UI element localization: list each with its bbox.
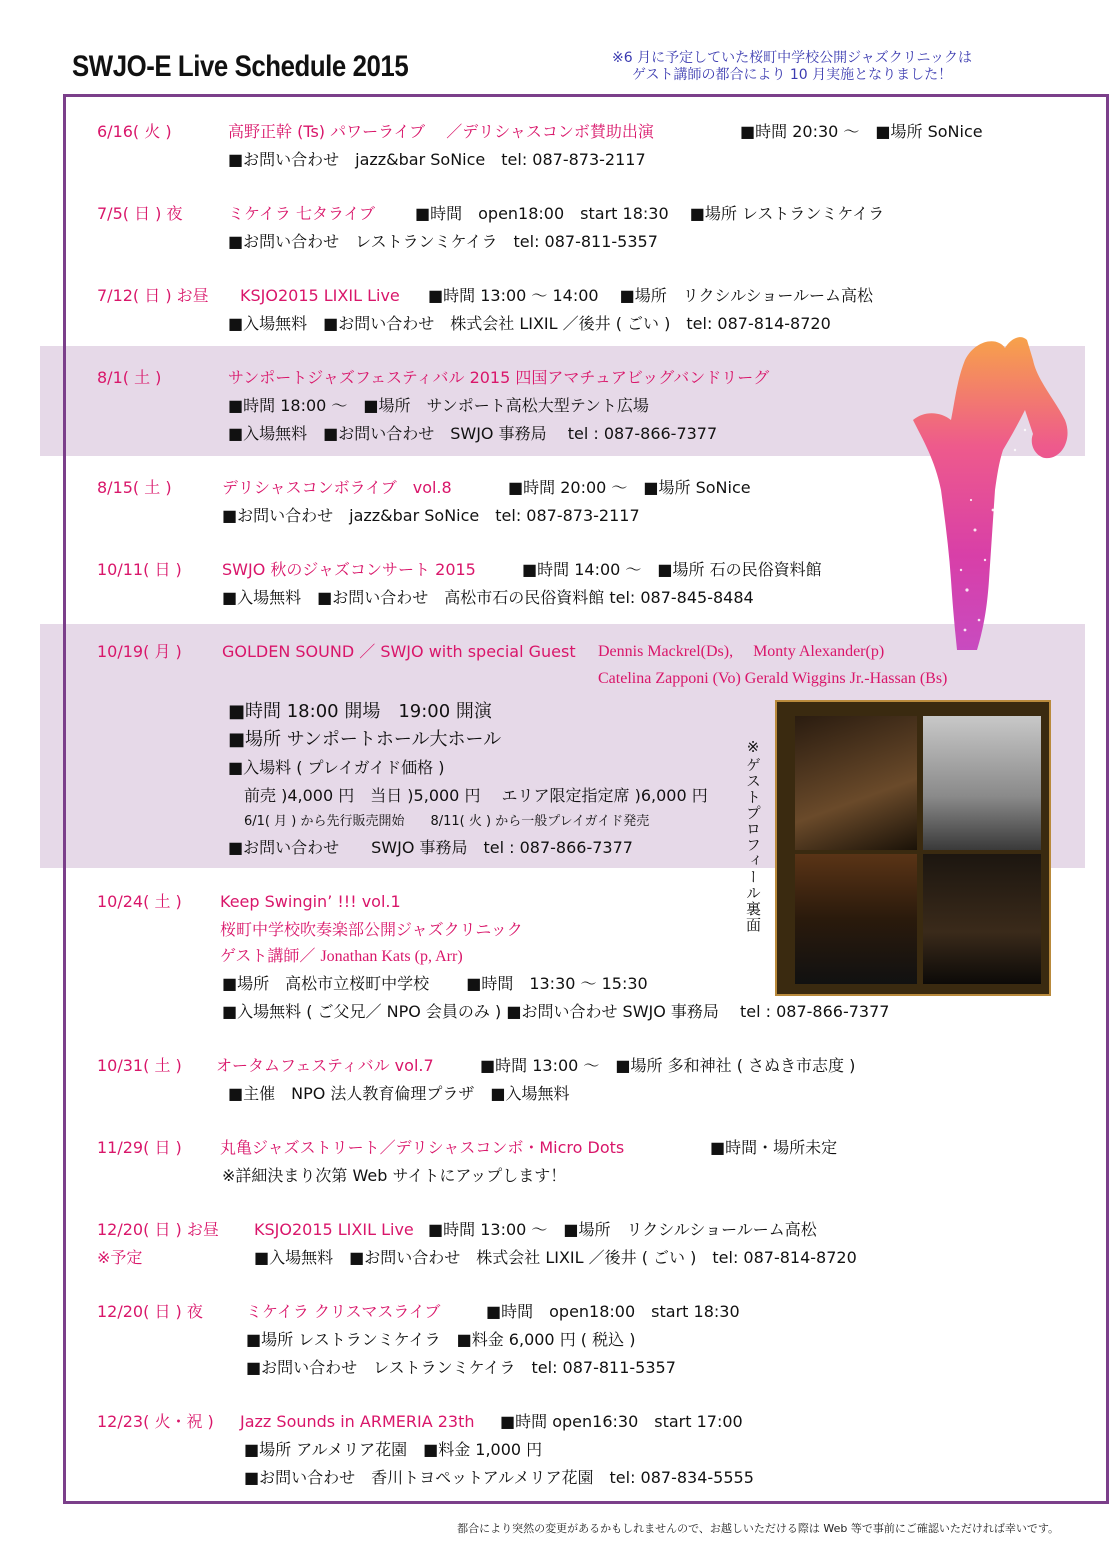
photo-vocalist [795,854,917,984]
event-date: 8/1( 土 ) [97,368,162,387]
event-detail: ■入場無料 ( ご父兄／ NPO 会員のみ ) ■お問い合わせ SWJO 事務局 tel : 087-866-7377 [222,1002,890,1021]
event-title: Keep Swingin’ !!! vol.1 [220,892,401,911]
notice-text [612,50,1092,84]
event-detail: ■時間 13:00 ～ ■場所 リクシルショールーム高松 [428,1220,817,1239]
event-title: オータムフェスティバル vol.7 [216,1056,434,1075]
event-guest-line [220,946,485,967]
event-detail: ■お問い合わせ SWJO 事務局 tel : 087-866-7377 [228,838,633,857]
event-detail: ■時間 open16:30 start 17:00 [500,1412,743,1431]
event-detail: ■入場無料 ■お問い合わせ 株式会社 LIXIL ／後井 ( ごい ) tel: 087-814-8720 [254,1248,857,1267]
event-detail: ■時間 18:00 ～ ■場所 サンポート高松大型テント広場 [228,396,649,415]
footer-note: 都合により突然の変更があるかもしれませんので、お越しいただける際は Web 等で事前にご確認いただければ幸いです。 [457,1522,1059,1535]
event-detail: ■時間 open18:00 start 18:30 ■場所 レストランミケイラ [415,204,885,223]
event-detail: ■入場無料 ■お問い合わせ SWJO 事務局 tel : 087-866-7377 [228,424,718,443]
event-date: 10/24( 土 ) [97,892,182,911]
event-tentative: ※予定 [97,1248,143,1267]
event-detail: ■時間 20:00 ～ ■場所 SoNice [508,478,751,497]
guest-name: Jonathan Kats (p, Arr) [320,948,463,965]
event-date: 11/29( 日 ) [97,1138,182,1157]
saxophone-player-illustration [905,330,1075,660]
event-detail: ■場所 レストランミケイラ ■料金 6,000 円 ( 税込 ) [246,1330,636,1349]
event-guests: Catelina Zapponi (Vo) Gerald Wiggins Jr.-Hassan (Bs) [598,670,948,687]
event-date: 10/11( 日 ) [97,560,182,579]
event-detail: ■入場無料 ■お問い合わせ 高松市石の民俗資料館 tel: 087-845-8484 [222,588,754,607]
event-date: 10/31( 土 ) [97,1056,182,1075]
event-detail: ■時間 20:30 ～ ■場所 SoNice [740,122,983,141]
event-title: KSJO2015 LIXIL Live [254,1220,414,1239]
event-detail: ■場所 アルメリア花園 ■料金 1,000 円 [244,1440,543,1459]
event-detail: ■お問い合わせ 香川トヨペットアルメリア花園 tel: 087-834-5555 [244,1468,754,1487]
event-date: 6/16( 火 ) [97,122,172,141]
event-detail: ※詳細決まり次第 Web サイトにアップします！ [222,1166,567,1185]
event-subtitle: 桜町中学校吹奏楽部公開ジャズクリニック [220,920,523,939]
guest-profile-note: ※ゲストプロフィール裏面 [744,738,762,933]
event-guests: Dennis Mackrel(Ds), Monty Alexander(p) [598,643,885,660]
event-title: KSJO2015 LIXIL Live [240,286,400,305]
event-detail: ■時間 18:00 開場 19:00 開演 [228,701,492,722]
event-detail: ■お問い合わせ レストランミケイラ tel: 087-811-5357 [228,232,658,251]
event-title: SWJO 秋のジャズコンサート 2015 [222,560,476,579]
event-title: デリシャスコンボライブ vol.8 [222,478,452,497]
event-title: 高野正幹 (Ts) パワーライブ ／デリシャスコンボ賛助出演 [228,122,654,141]
event-date: 7/12( 日 ) お昼 [97,286,209,305]
photo-pianist [795,716,917,850]
event-detail: 6/1( 月 ) から先行販売開始 8/11( 火 ) から一般プレイガイド発売 [244,814,650,829]
event-price: 前売 )4,000 円 当日 )5,000 円 エリア限定指定席 )6,000 円 [244,786,708,805]
event-detail: ■主催 NPO 法人教育倫理プラザ ■入場無料 [228,1084,570,1103]
photo-bassist [923,854,1041,984]
event-title: 丸亀ジャズストリート／デリシャスコンボ・Micro Dots [220,1138,625,1157]
page-title: SWJO-E Live Schedule 2015 [72,50,409,83]
event-date: 7/5( 日 ) 夜 [97,204,183,223]
event-detail: ■時間 14:00 ～ ■場所 石の民俗資料館 [522,560,822,579]
event-detail: ■場所 高松市立桜町中学校 ■時間 13:30 ～ 15:30 [222,974,648,993]
event-title: ミケイラ クリスマスライブ [246,1302,441,1321]
event-detail: ■時間 13:00 ～ 14:00 ■場所 リクシルショールーム高松 [428,286,874,305]
event-detail: ■時間 13:00 ～ ■場所 多和神社 ( さぬき市志度 ) [480,1056,856,1075]
event-title: ミケイラ 七タライブ [228,204,376,223]
event-date: 12/20( 日 ) 夜 [97,1302,203,1321]
event-detail: ■お問い合わせ レストランミケイラ tel: 087-811-5357 [246,1358,676,1377]
event-date: 12/23( 火・祝 ) [97,1412,214,1431]
event-detail: ■場所 サンポートホール大ホール [228,729,502,750]
event-date: 10/19( 月 ) [97,642,182,661]
guest-label: ゲスト講師／ [220,946,321,965]
event-title: GOLDEN SOUND ／ SWJO with special Guest [222,642,576,661]
event-detail: ■お問い合わせ jazz&bar SoNice tel: 087-873-2117 [222,506,640,525]
event-detail: ■時間 open18:00 start 18:30 [486,1302,740,1321]
event-title: サンポートジャズフェスティバル 2015 四国アマチュアビッグバンドリーグ [228,368,770,387]
notice-line-2: ゲスト講師の都合により 10 月実施となりました！ [632,67,953,83]
event-detail: ■入場無料 ■お問い合わせ 株式会社 LIXIL ／後井 ( ごい ) tel: 087-814-8720 [228,314,831,333]
photo-drummer-portrait [923,716,1041,850]
event-title: Jazz Sounds in ARMERIA 23th [240,1412,475,1431]
event-detail: ■入場料 ( プレイガイド価格 ) [228,758,445,777]
event-detail: ■時間・場所未定 [710,1138,838,1157]
guest-photo-collage [775,700,1051,996]
notice-line-1: ※6 月に予定していた桜町中学校公開ジャズクリニックは [612,50,972,66]
event-date: 8/15( 土 ) [97,478,172,497]
event-detail: ■お問い合わせ jazz&bar SoNice tel: 087-873-2117 [228,150,646,169]
event-date: 12/20( 日 ) お昼 [97,1220,219,1239]
